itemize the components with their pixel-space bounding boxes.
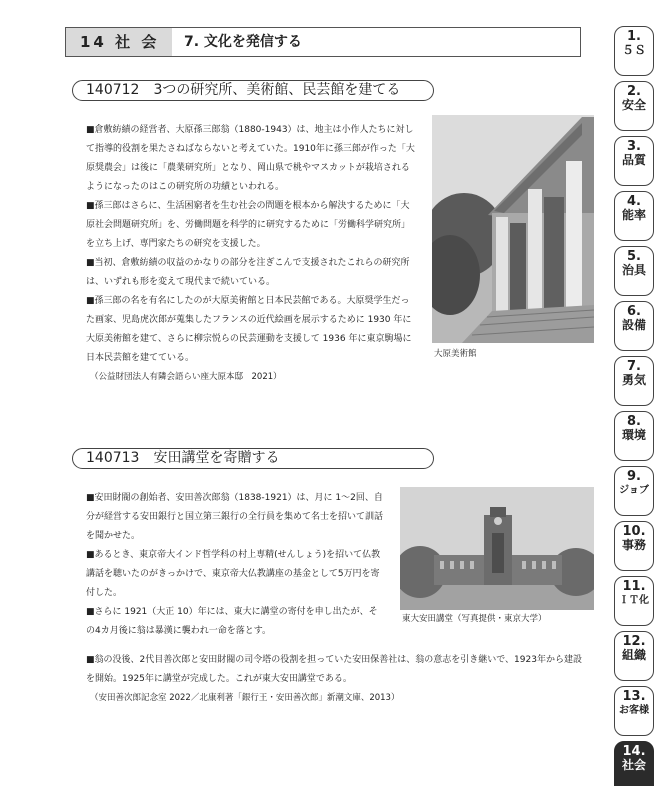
- tab-label: 能率: [621, 208, 646, 222]
- tab-label: 安全: [621, 98, 646, 112]
- tab-number: 9.: [627, 469, 641, 484]
- paragraph: ■倉敷紡績の経営者、大原孫三郎翁（1880-1943）は、地主は小作人たちに対して指導的役割を果たさねばならないと考えていた。1910年に孫三郎が作った「大原奨農会」は後に「農業研究所」となり、岡山県で桃やマスカットが栽培されるようになったのはこの研究所の功績といわれる。: [86, 125, 415, 192]
- tab-environment[interactable]: [614, 411, 654, 461]
- paragraph: ■孫三郎の名を有名にしたのが大原美術館と日本民芸館である。大原奨学生だった画家、児島虎次郎が蒐集したフランスの近代絵画を展示するために 1930 年に大原美術館を建て、さらに柳宗悦らの民芸運動を支援して 1936 年に東京駒場に日本民芸館を建てている。: [86, 296, 412, 363]
- tab-it[interactable]: [614, 576, 654, 626]
- subject-label: 14 社 会: [66, 28, 172, 56]
- tab-quality[interactable]: [614, 136, 654, 186]
- tab-label: 環境: [621, 428, 646, 442]
- paragraph: ■翁の没後、2代目善次郎と安田財閥の司令塔の役割を担っていた安田保善社は、翁の意志を引き継いで、1923年から建設を開始。1925年に講堂が完成した。これが東大安田講堂である。: [86, 655, 582, 684]
- chapter-header: [65, 27, 581, 57]
- tab-number: 5.: [627, 249, 641, 264]
- tab-number: 3.: [627, 139, 641, 154]
- tab-number: 4.: [627, 194, 641, 209]
- paragraph: ■安田財閥の創始者、安田善次郎翁（1838-1921）は、月に 1～2回、自分が経営する安田銀行と国立第三銀行の全行員を集めて名士を招いて訓話を聞かせた。: [86, 493, 384, 541]
- tab-efficiency[interactable]: [614, 191, 654, 241]
- tab-number: 2.: [627, 84, 641, 99]
- tab-customer[interactable]: [614, 686, 654, 736]
- tab-label: ジョブ: [619, 485, 649, 496]
- tab-number: 1.: [627, 29, 641, 44]
- tab-equipment[interactable]: [614, 301, 654, 351]
- tab-number: 13.: [622, 689, 646, 704]
- tab-number: 10.: [622, 524, 646, 539]
- tab-label: 事務: [621, 538, 646, 552]
- source-citation: （安田善次郎記念室 2022／北康利著「銀行王・安田善次郎」新潮文庫、2013）: [90, 693, 400, 703]
- tab-job[interactable]: [614, 466, 654, 516]
- tab-5s[interactable]: [614, 26, 654, 76]
- tab-label: お客様: [619, 705, 649, 716]
- section-body-140713-wide: [86, 651, 586, 708]
- photo-caption: 大原美術館: [434, 349, 477, 359]
- tab-number: 12.: [622, 634, 646, 649]
- paragraph: ■さらに 1921（大正 10）年には、東大に講堂の寄付を申し出たが、その4カ月後に翁は暴漢に襲われ一命を落とす。: [86, 607, 378, 636]
- tab-label: ＩＴ化: [619, 595, 649, 606]
- tab-label: 勇気: [621, 373, 646, 387]
- section-body-140712: [86, 121, 416, 387]
- ohara-museum-photo: [432, 115, 594, 343]
- source-citation: （公益財団法人有隣会語らい座大原本邸 2021）: [90, 372, 282, 382]
- tab-number: 7.: [627, 359, 641, 374]
- tab-label: 社会: [621, 758, 646, 772]
- tab-label: 設備: [621, 318, 646, 332]
- tab-number: 6.: [627, 304, 641, 319]
- tab-label: ５Ｓ: [621, 43, 646, 57]
- tab-society[interactable]: [614, 741, 654, 786]
- section-heading-140712: 140712 3つの研究所、美術館、民芸館を建てる: [72, 80, 434, 101]
- ohara-museum-image: [432, 115, 594, 343]
- tab-safety[interactable]: [614, 81, 654, 131]
- tab-label: 品質: [621, 153, 646, 167]
- tab-office[interactable]: [614, 521, 654, 571]
- tab-organization[interactable]: [614, 631, 654, 681]
- section-heading-140713: 140713 安田講堂を寄贈する: [72, 448, 434, 469]
- paragraph: ■当初、倉敷紡績の収益のかなりの部分を注ぎこんで支援されたこれらの研究所は、いずれも形を変えて現代まで続いている。: [86, 258, 410, 287]
- yasuda-auditorium-image: [400, 487, 594, 610]
- tab-number: 8.: [627, 414, 641, 429]
- chapter-title: 7. 文化を発信する: [184, 34, 302, 50]
- tab-courage[interactable]: [614, 356, 654, 406]
- tab-number: 11.: [622, 579, 646, 594]
- section-body-140713: [86, 489, 386, 641]
- tab-number: 14.: [622, 744, 646, 759]
- tab-jig[interactable]: [614, 246, 654, 296]
- yasuda-auditorium-photo: [400, 487, 594, 610]
- tab-label: 治具: [621, 263, 646, 277]
- paragraph: ■あるとき、東京帝大インド哲学科の村上専精(せんしょう)を招いて仏教講話を聴いたのがきっかけで、東京帝大仏教講座の基金として5万円を寄付した。: [86, 550, 381, 598]
- paragraph: ■孫三郎はさらに、生活困窮者を生む社会の問題を根本から解決するために「大原社会問題研究所」を、労働問題を科学的に研究するために「労働科学研究所」を立ち上げ、専門家たちの研究を支援した。: [86, 201, 411, 249]
- photo-caption: 東大安田講堂（写真提供・東京大学）: [402, 614, 547, 624]
- tab-label: 組織: [621, 648, 646, 662]
